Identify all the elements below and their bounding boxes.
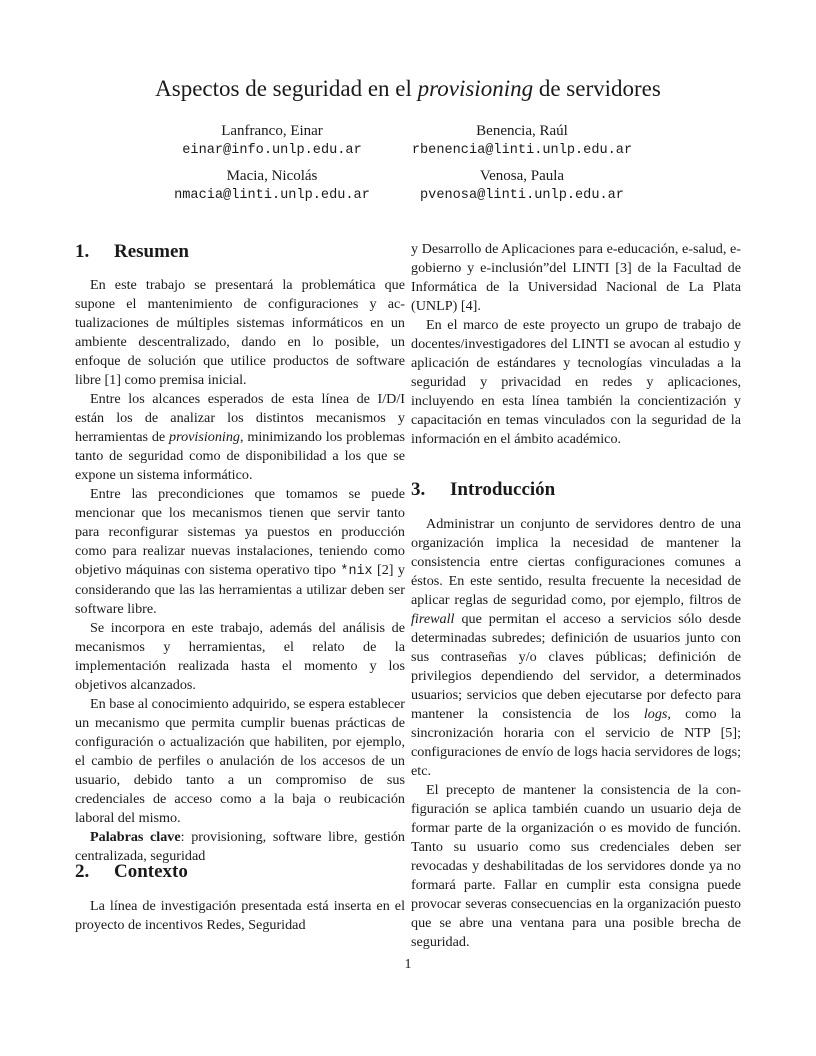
paragraph: y Desarrollo de Aplicaciones para e-educación, e-salud, e-gobierno y e-inclusión”del LINTI [3] de la Facultad de Informática de la Universidad Nacional de La Plata (UNLP) [4]. [411,241,741,314]
paragraph: El precepto de mantener la consistencia de la configuración se aplica también cuando un usuario deja de formar parte de la organización o es movido de función. Tanto su usuario como sus credenciales deben ser revocadas y deshabilitadas de los servidores donde ya no formará parte. Fallar en cumplir esta consigna puede provocar severas consecuencias en la organización puesto que se abre una ventana para una posible brecha de seguridad. [411,782,741,950]
introduccion-body [411,515,741,952]
section-heading-resumen [75,240,189,264]
author-name: Venosa, Paula [479,168,565,184]
section-title: Contexto [114,861,188,882]
paragraph: Se incorpora en este trabajo, además del análisis de mecanismos y herramientas, el relato de la implementación realizada hasta el momento y los objetivos alcanzados. [75,620,405,693]
paragraph [75,485,405,619]
text-run: que permitan el acceso a servicios sólo desde determinadas subredes; definición de usuarios junto con sus contraseñas y/o claves públicas; definición de privilegios dependiendo del servidor, a determinados usuarios; servicios que deben ejecutarse por defecto para mantener la consistencia de los [411,611,741,722]
code-term: *nix [340,564,373,579]
author-name: Benencia, Raúl [476,123,568,139]
contexto-continued-body [411,240,741,449]
author-email[interactable]: nmacia@linti.unlp.edu.ar [174,188,370,203]
page-number: 1 [404,957,412,972]
section-title: Resumen [114,241,189,262]
text-run: , como la sincronización horaria con el servicio de NTP [5]; configuraciones de envío de logs hacia servidores de logs; etc. [411,706,741,779]
author-name: Lanfranco, Einar [221,123,323,139]
paragraph: La línea de investigación presentada está inserta en el proyecto de incentivos Redes, Seguridad [75,898,405,933]
section-number: 2. [75,861,90,882]
text-run: Entre las precondiciones que tomamos se puede mencionar que los mecanismos tienen que servir tanto para reconfigurar sistemas ya puestos en producción como para realizar nuevas instalaciones, teniendo como objetivo máquinas con sistema operativo tipo [75,486,405,578]
author-email[interactable]: pvenosa@linti.unlp.edu.ar [420,188,624,203]
contexto-body [75,897,405,935]
section-heading-contexto [75,860,188,884]
author-block [372,121,672,161]
resumen-body [75,276,405,866]
italic-term: provisioning [169,429,240,445]
text-run: , minimizando los problemas tanto de seguridad como de disponibilidad a los que se expone un sistema informático. [75,429,405,483]
italic-term: firewall [411,611,455,627]
author-email[interactable]: einar@info.unlp.edu.ar [182,143,362,158]
italic-term: logs [643,706,668,722]
author-name: Macia, Nicolás [226,168,318,184]
author-block [372,166,672,206]
keywords-list: : provisioning, software libre, gestión centralizada, seguridad [75,829,406,864]
title-text-end: de servidores [533,76,661,101]
paper-title [0,74,816,104]
section-number: 1. [75,241,90,262]
paragraph: En base al conocimiento adquirido, se espera establecer un mecanismo que permita cumplir buenas prácticas de configuración o actualización que habiliten, por ejemplo, el cambio de perfiles o anulación de los accesos de un usuario, debido tanto a un compromiso de sus credenciales de acceso como a la baja o reubicación laboral del mismo. [75,696,405,826]
section-heading-introduccion [411,478,555,502]
text-run: [2] y considerando que las las herramientas a utilizar deben ser software libre. [75,562,405,617]
text-run: Administrar un conjunto de servidores dentro de una organización implica la necesidad de mantener la consistencia entre ciertas configuraciones comunes a éstos. En este sentido, resulta frecuente la necesidad de aplicar reglas de seguridad como, por ejemplo, filtros de [411,516,741,608]
author-email[interactable]: rbenencia@linti.unlp.edu.ar [411,143,633,158]
text-run: Entre los alcances esperados de esta línea de I/D/I están los de analizar los distintos mecanismos y herramientas de [75,391,405,445]
keywords-label: Palabras clave [90,829,181,845]
paragraph: En este trabajo se presentará la problemática que supone el mantenimiento de configuraciones y actualizaciones de múltiples sistemas informáticos en un ambiente descentralizado, dando en lo posible, un enfoque de solución que utilice productos de software libre [1] como premisa inicial. [75,277,405,388]
paragraph [411,515,741,781]
paragraph: En el marco de este proyecto un grupo de trabajo de docentes/investigadores del LINTI se avocan al estudio y aplicación de estándares y tecnologías vinculadas a la seguridad y privacidad en redes y aplicaciones, incluyendo en esta línea también la concientización y capacitación en temas vinculados con la seguridad de la información en el ámbito académico. [411,317,741,447]
paragraph [75,390,405,485]
section-number: 3. [411,479,426,500]
section-title: Introducción [450,479,556,500]
title-italic-term: provisioning [417,76,534,101]
title-text: Aspectos de seguridad en el [155,76,418,101]
